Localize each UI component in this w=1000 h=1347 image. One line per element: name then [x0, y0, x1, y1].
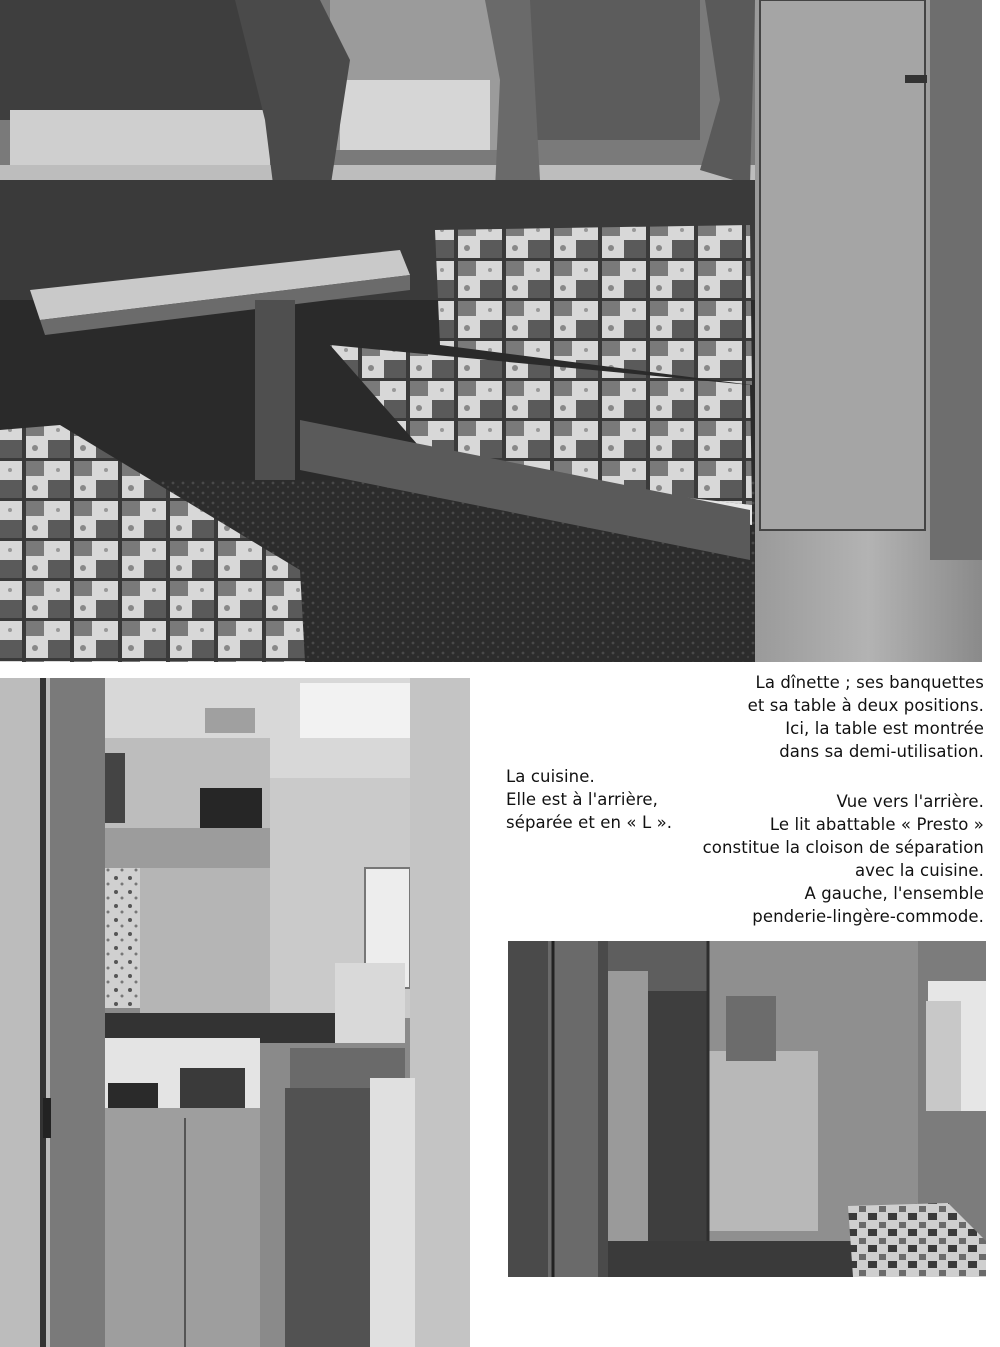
caption-dinette-line: dans sa demi-utilisation.: [779, 742, 984, 761]
caption-kitchen: [506, 765, 672, 834]
rear-view-illustration: [508, 941, 986, 1277]
photo-dinette: [0, 0, 982, 662]
caption-dinette: [748, 671, 984, 763]
caption-dinette-line: Ici, la table est montrée: [785, 719, 984, 738]
caption-rear-line: avec la cuisine.: [854, 861, 984, 880]
caption-rear-line: Le lit abattable « Presto »: [769, 815, 984, 834]
caption-rear-line: penderie-lingère-commode.: [752, 907, 984, 926]
caption-rear-line: A gauche, l'ensemble: [804, 884, 984, 903]
kitchen-illustration: [0, 678, 470, 1347]
caption-rear-view: [703, 790, 984, 928]
caption-kitchen-line: séparée et en « L ».: [506, 813, 673, 832]
caption-kitchen-line: Elle est à l'arrière,: [506, 790, 658, 809]
caption-dinette-line: et sa table à deux positions.: [747, 696, 984, 715]
caption-rear-line: Vue vers l'arrière.: [836, 792, 984, 811]
photo-kitchen: [0, 678, 470, 1347]
caption-dinette-line: La dînette ; ses banquettes: [755, 673, 984, 692]
dinette-illustration: [0, 0, 982, 662]
photo-rear-view: [508, 941, 986, 1277]
caption-rear-line: constitue la cloison de séparation: [702, 838, 984, 857]
caption-kitchen-line: La cuisine.: [506, 767, 595, 786]
